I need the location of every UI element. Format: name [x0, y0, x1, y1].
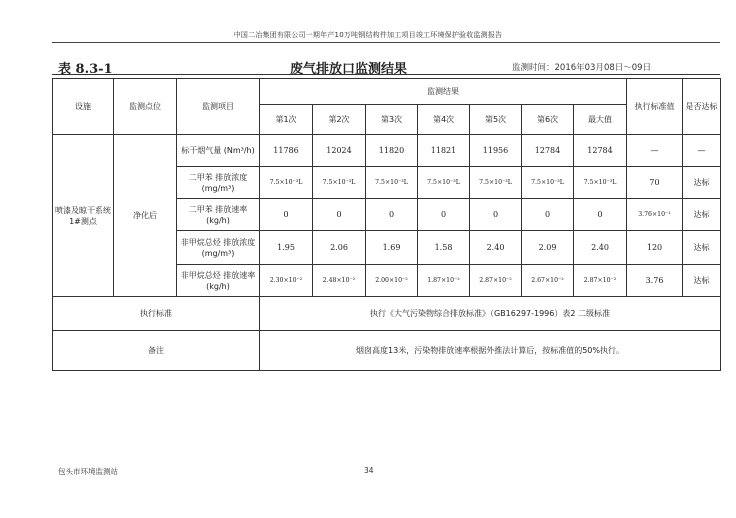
- max-cell: 0: [574, 199, 627, 231]
- compliance-cell: 达标: [683, 265, 721, 297]
- value-cell: 11820: [366, 135, 418, 167]
- standard-cell: 3.76: [627, 265, 683, 297]
- item-cell: 非甲烷总烃 排放浓度(mg/m³): [177, 231, 260, 265]
- compliance-cell: 达标: [683, 199, 721, 231]
- col-run: 第2次: [313, 105, 366, 135]
- value-cell: 11821: [418, 135, 470, 167]
- value-cell: 12024: [313, 135, 366, 167]
- value-cell: 11786: [260, 135, 313, 167]
- col-standard: 执行标准值: [627, 79, 683, 135]
- item-cell: 标干烟气量 (Nm³/h): [177, 135, 260, 167]
- col-facility: 设施: [53, 79, 114, 135]
- value-cell: 1.95: [260, 231, 313, 265]
- caption-divider: [52, 74, 720, 75]
- standard-cell: 3.76×10⁻¹: [627, 199, 683, 231]
- monitoring-date: 监测时间：2016年03月08日～09日: [512, 63, 652, 73]
- value-cell: 7.5×10⁻³L: [260, 167, 313, 199]
- item-cell: 二甲苯 排放速率(kg/h): [177, 199, 260, 231]
- value-cell: 11956: [470, 135, 522, 167]
- compliance-cell: —: [683, 135, 721, 167]
- compliance-cell: 达标: [683, 231, 721, 265]
- max-cell: 7.5×10⁻³L: [574, 167, 627, 199]
- value-cell: 0: [366, 199, 418, 231]
- standard-row: [53, 297, 721, 331]
- value-cell: 7.5×10⁻³L: [470, 167, 522, 199]
- report-header: 中国二冶集团有限公司一期年产10万吨钢结构件加工项目竣工环境保护验收监测报告: [233, 31, 503, 39]
- header-divider: [52, 42, 720, 43]
- remark-row: [53, 331, 721, 371]
- col-max: 最大值: [574, 105, 627, 135]
- standard-row-label: 执行标准: [53, 297, 260, 331]
- col-run: 第1次: [260, 105, 313, 135]
- value-cell: 12784: [522, 135, 574, 167]
- remark-row-text: 烟囱高度13米，污染物排放速率根据外推法计算后，按标准值的50%执行。: [260, 331, 721, 371]
- max-cell: 2.40: [574, 231, 627, 265]
- value-cell: 7.5×10⁻³L: [366, 167, 418, 199]
- max-cell: 2.87×10⁻²: [574, 265, 627, 297]
- footer-org: 包头市环境监测站: [58, 467, 118, 476]
- table-row: [53, 135, 721, 167]
- value-cell: 2.67×10⁻²: [522, 265, 574, 297]
- value-cell: 7.5×10⁻³L: [418, 167, 470, 199]
- value-cell: 2.87×10⁻²: [470, 265, 522, 297]
- max-cell: 12784: [574, 135, 627, 167]
- value-cell: 0: [313, 199, 366, 231]
- point-cell: 净化后: [114, 135, 177, 297]
- value-cell: 1.69: [366, 231, 418, 265]
- col-point: 监测点位: [114, 79, 177, 135]
- value-cell: 0: [418, 199, 470, 231]
- value-cell: 2.40: [470, 231, 522, 265]
- value-cell: 7.5×10⁻³L: [313, 167, 366, 199]
- value-cell: 2.00×10⁻²: [366, 265, 418, 297]
- table-number: 表 8.3-1: [58, 62, 113, 77]
- page-number: 34: [364, 466, 374, 475]
- value-cell: 1.87×10⁻²: [418, 265, 470, 297]
- value-cell: 0: [522, 199, 574, 231]
- value-cell: 2.09: [522, 231, 574, 265]
- table-title: 废气排放口监测结果: [290, 62, 408, 77]
- value-cell: 0: [470, 199, 522, 231]
- standard-cell: 70: [627, 167, 683, 199]
- col-run: 第5次: [470, 105, 522, 135]
- standard-cell: —: [627, 135, 683, 167]
- value-cell: 2.48×10⁻²: [313, 265, 366, 297]
- results-table: [52, 78, 721, 371]
- standard-cell: 120: [627, 231, 683, 265]
- value-cell: 0: [260, 199, 313, 231]
- col-run: 第4次: [418, 105, 470, 135]
- standard-row-text: 执行《大气污染物综合排放标准》（GB16297-1996）表2 二级标准: [260, 297, 721, 331]
- facility-cell: 喷漆及晾干系统 1#测点: [53, 135, 114, 297]
- item-cell: 非甲烷总烃 排放速率(kg/h): [177, 265, 260, 297]
- col-run: 第6次: [522, 105, 574, 135]
- col-run: 第3次: [366, 105, 418, 135]
- remark-row-label: 备注: [53, 331, 260, 371]
- value-cell: 2.30×10⁻²: [260, 265, 313, 297]
- value-cell: 7.5×10⁻³L: [522, 167, 574, 199]
- value-cell: 2.06: [313, 231, 366, 265]
- value-cell: 1.58: [418, 231, 470, 265]
- col-results: 监测结果: [260, 79, 627, 105]
- col-item: 监测项目: [177, 79, 260, 135]
- col-compliance: 是否达标: [683, 79, 721, 135]
- item-cell: 二甲苯 排放浓度(mg/m³): [177, 167, 260, 199]
- compliance-cell: 达标: [683, 167, 721, 199]
